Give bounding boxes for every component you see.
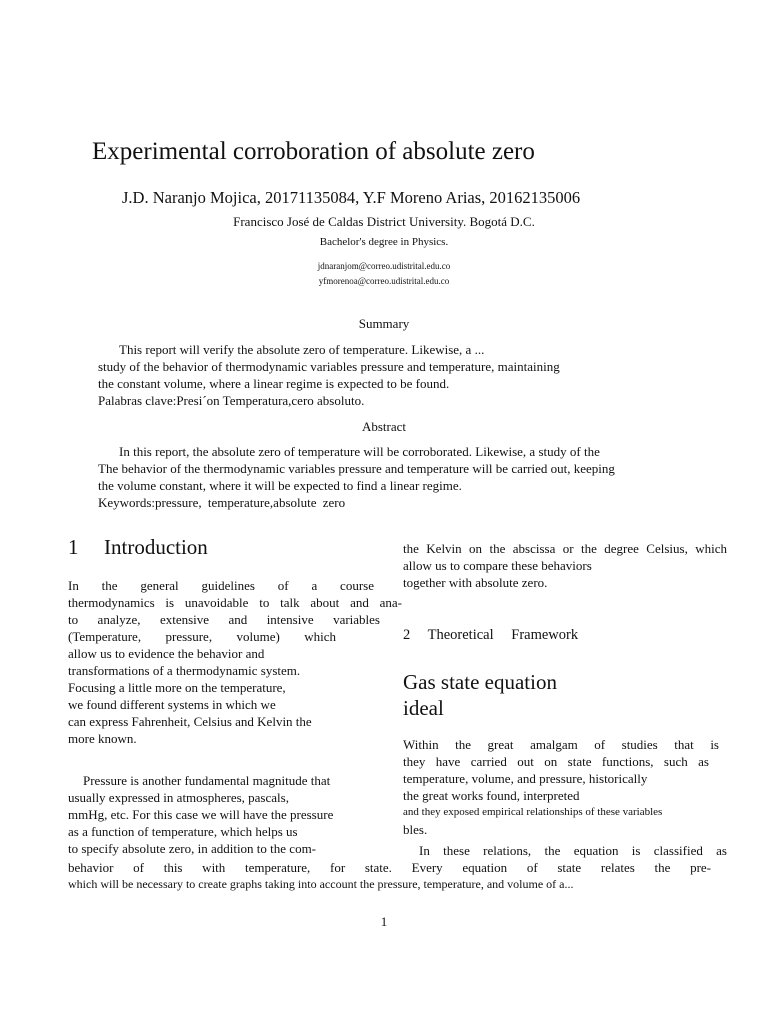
email-2: yfmorenoa@correo.udistrital.edu.co: [318, 276, 450, 286]
text-line: Focusing a little more on the temperature,: [68, 680, 286, 695]
section-title: Theoretical Framework: [427, 627, 579, 643]
text-line: In the general guidelines of a course: [68, 578, 374, 593]
text-line: (Temperature, pressure, volume) which: [68, 629, 336, 644]
authors-line: J.D. Naranjo Mojica, 20171135084, Y.F Moreno Arias, 20162135006: [122, 188, 581, 207]
text-line: mmHg, etc. For this case we will have the pressure: [68, 807, 334, 822]
text-line: allow us to evidence the behavior and: [68, 646, 265, 661]
text-line: transformations of a thermodynamic system.: [68, 663, 301, 678]
abstract-keywords: Keywords:pressure, temperature,absolute zero: [98, 495, 346, 510]
text-line: which will be necessary to create graphs taking into account the pressure, temperature, and volume of a...: [68, 877, 574, 891]
text-line: the great works found, interpreted: [403, 788, 580, 803]
section-number: 2: [403, 627, 411, 643]
section-1-heading: [68, 535, 208, 560]
intro-paragraph-1: [68, 577, 402, 747]
section-2-heading: [403, 627, 578, 644]
text-line: and they exposed empirical relationships of these variables: [403, 806, 663, 818]
affiliation: Francisco José de Caldas District University. Bogotá D.C.: [233, 214, 535, 229]
intro-paragraph-2: [68, 772, 388, 857]
text-line: to analyze, extensive and intensive variables: [68, 612, 380, 627]
text-line: they have carried out on state functions, such as: [403, 754, 709, 769]
abstract-heading: Abstract: [361, 419, 407, 434]
degree-line: Bachelor's degree in Physics.: [319, 236, 449, 248]
paper-title: Experimental corroboration of absolute zero: [92, 138, 535, 165]
text-line: allow us to compare these behaviors: [403, 558, 592, 573]
text-line: bles.: [403, 822, 428, 837]
summary-keywords: Palabras clave:Presi´on Temperatura,cero absoluto.: [98, 393, 365, 408]
summary-body: [98, 341, 560, 409]
page-number: 1: [380, 914, 388, 929]
text-line: In these relations, the equation is classified as: [419, 843, 727, 858]
abstract-line: The behavior of the thermodynamic variables pressure and temperature will be carried out, keeping: [98, 461, 615, 476]
abstract-line: In this report, the absolute zero of temperature will be corroborated. Likewise, a study of the: [119, 444, 600, 459]
text-line: together with absolute zero.: [403, 575, 548, 590]
section-number: 1: [68, 535, 79, 559]
text-line: more known.: [68, 731, 137, 746]
text-line: as a function of temperature, which helps us: [68, 824, 298, 839]
subsection-heading: [403, 669, 557, 721]
section-title: Introduction: [104, 535, 208, 559]
full-width-text: [68, 859, 711, 893]
text-line: the Kelvin on the abscissa or the degree Celsius, which: [403, 541, 727, 556]
text-line: Within the great amalgam of studies that is: [403, 737, 719, 752]
framework-paragraph-2: [403, 842, 727, 859]
text-line: Pressure is another fundamental magnitude that: [83, 773, 331, 788]
abstract-body: [98, 443, 615, 511]
text-line: temperature, volume, and pressure, historically: [403, 771, 648, 786]
right-column-continuation: [403, 540, 727, 591]
text-line: thermodynamics is unavoidable to talk about and ana-: [68, 595, 402, 610]
text-line: to specify absolute zero, in addition to the com-: [68, 841, 317, 856]
text-line: usually expressed in atmospheres, pascals,: [68, 790, 289, 805]
text-line: we found different systems in which we: [68, 697, 276, 712]
summary-heading: Summary: [358, 316, 410, 331]
subsection-title-line: ideal: [403, 696, 444, 720]
framework-paragraph-1: [403, 736, 719, 838]
email-1: jdnaranjom@correo.udistrital.edu.co: [317, 261, 451, 271]
abstract-line: the volume constant, where it will be expected to find a linear regime.: [98, 478, 462, 493]
text-line: can express Fahrenheit, Celsius and Kelvin the: [68, 714, 312, 729]
subsection-title-line: Gas state equation: [403, 670, 557, 694]
summary-line: the constant volume, where a linear regime is expected to be found.: [98, 376, 450, 391]
text-line: behavior of this with temperature, for state. Every equation of state relates the pre-: [68, 860, 711, 875]
summary-line: This report will verify the absolute zero of temperature. Likewise, a ...: [119, 342, 485, 357]
summary-line: study of the behavior of thermodynamic variables pressure and temperature, maintaining: [98, 359, 560, 374]
